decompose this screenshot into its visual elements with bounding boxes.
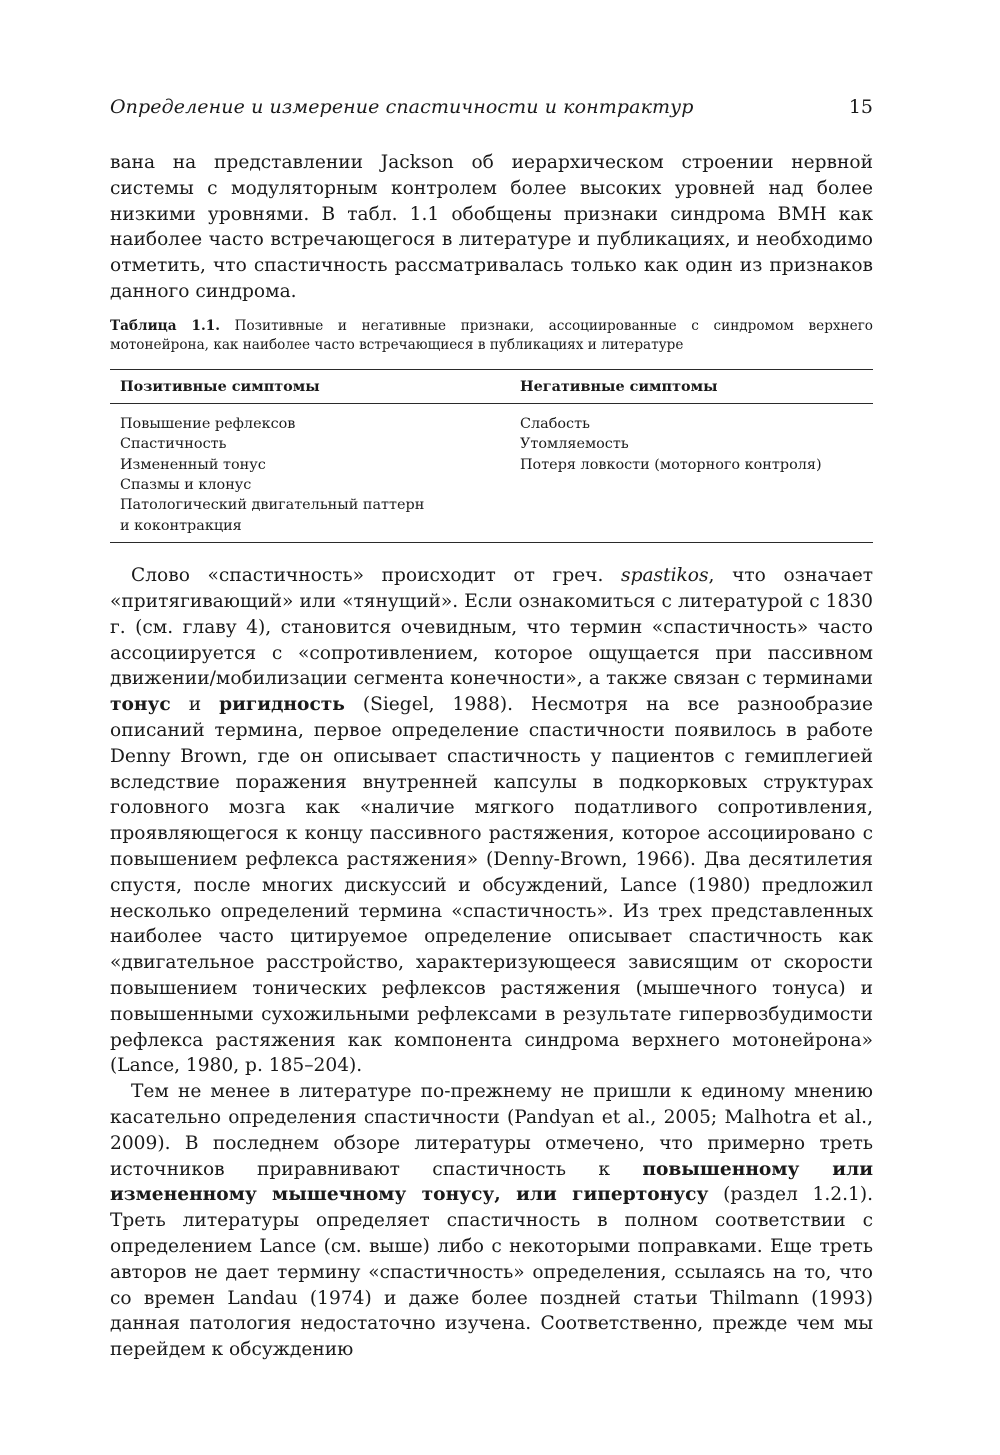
text-run: Тем не менее в литературе по-прежнему не пришли к единому мнению касательно определения спастичности (Pandyan et al., 2005; Malhotra et al., 2009). В последнем обзоре литературы отмечено, что примерно треть источников приравнивают спастичность к bbox=[110, 1081, 873, 1180]
text-run: (раздел 1.2.1). Треть литературы определяет спастичность в полном соответствии с определением Lance (см. выше) либо с некоторыми поправками. Еще треть авторов не дает термину «спастичность» определения, ссылаясь на то, что со времен Landau (1974) и даже более поздней статьи Thilmann (1993) данная патология недостаточно изучена. Соответственно, прежде чем мы перейдем к обсуждению bbox=[110, 1184, 873, 1361]
list-item: Патологический двигательный паттерн bbox=[120, 497, 425, 514]
list-item: Спазмы и клонус bbox=[120, 477, 252, 493]
negative-symptoms-cell bbox=[510, 403, 873, 542]
running-title: Определение и измерение спастичности и контрактур bbox=[110, 96, 694, 118]
table-caption-text: Позитивные и негативные признаки, ассоциированные с синдромом верхнего мотонейрона, как наиболее часто встречающиеся в публикациях и литературе bbox=[110, 317, 873, 353]
table-caption-label: Таблица 1.1. bbox=[110, 317, 220, 334]
running-header bbox=[110, 96, 873, 136]
table-body-row bbox=[110, 403, 873, 542]
text-run-bold: повышенному или измененному мышечному тонусу, или гипертонусу bbox=[110, 1158, 873, 1206]
text-run: , что означает «притягивающий» или «тянущий». Если ознакомиться с литературой с 1830 г. (см. главу 4), становится очевидным, что термин «спастичность» часто ассоциируется с «сопротивлением, которое ощущается при пассивном движении/мобилизации сегмента конечности», а также связан с терминами bbox=[110, 565, 873, 690]
list-item: Повышение рефлексов bbox=[120, 415, 296, 432]
text-run: (Siegel, 1988). Несмотря на все разнообразие описаний термина, первое определение спастичности появилось в работе Denny Brown, где он описывает спастичность у пациентов с гемиплегией вследствие поражения внутренней капсулы в подкорковых структурах головного мозга как «наличие мягкого податливого сопротивления, проявляющегося к концу пассивного растяжения, которое ассоциировано с повышением рефлекса растяжения» (Denny-Brown, 1966). Два десятилетия спустя, после многих дискуссий и обсуждений, Lance (1980) предложил несколько определений термина «спастичность». Из трех представленных наиболее часто цитируемое определение описывает спастичность как «двигательное расстройство, характеризующееся зависящим от скорости повышением тонических рефлексов растяжения (мышечного тонуса) и повышенными сухожильными рефлексами в результате гипервозбудимости рефлекса растяжения как компонента синдрома верхнего мотонейрона» (Lance, 1980, p. 185–204). bbox=[110, 694, 873, 1077]
column-header-positive: Позитивные симптомы bbox=[110, 369, 510, 403]
intro-paragraph: вана на представлении Jackson об иерархическом строении нервной системы с модуляторным контролем более высоких уровней над более низкими уровнями. В табл. 1.1 обобщены признаки синдрома ВМН как наиболее часто встречающегося в литературе и публикациях, и необходимо отметить, что спастичность рассматривалась только как один из признаков данного синдрома. bbox=[110, 152, 873, 302]
list-item: Спастичность bbox=[120, 436, 227, 453]
book-page bbox=[110, 96, 873, 1363]
symptoms-table bbox=[110, 369, 873, 543]
list-item: Потеря ловкости (моторного контроля) bbox=[520, 456, 822, 473]
list-item: Утомляемость bbox=[520, 436, 629, 453]
text-run: и bbox=[170, 694, 220, 716]
text-run-italic: spastikos bbox=[621, 565, 709, 587]
table-header-row bbox=[110, 369, 873, 403]
page-number: 15 bbox=[848, 96, 873, 118]
table-caption bbox=[110, 317, 873, 355]
list-item: и коконтракция bbox=[120, 517, 242, 534]
text-run: Слово «спастичность» происходит от греч. bbox=[131, 565, 622, 587]
body-paragraph-definition bbox=[110, 563, 873, 1079]
list-item: Слабость bbox=[520, 415, 590, 432]
text-run-bold: тонус bbox=[110, 694, 171, 716]
positive-symptoms-cell bbox=[110, 403, 510, 542]
text-run-bold: ригидность bbox=[219, 694, 345, 716]
column-header-negative: Негативные симптомы bbox=[510, 369, 873, 403]
body-paragraph-review bbox=[110, 1079, 873, 1363]
list-item: Измененный тонус bbox=[120, 456, 266, 473]
